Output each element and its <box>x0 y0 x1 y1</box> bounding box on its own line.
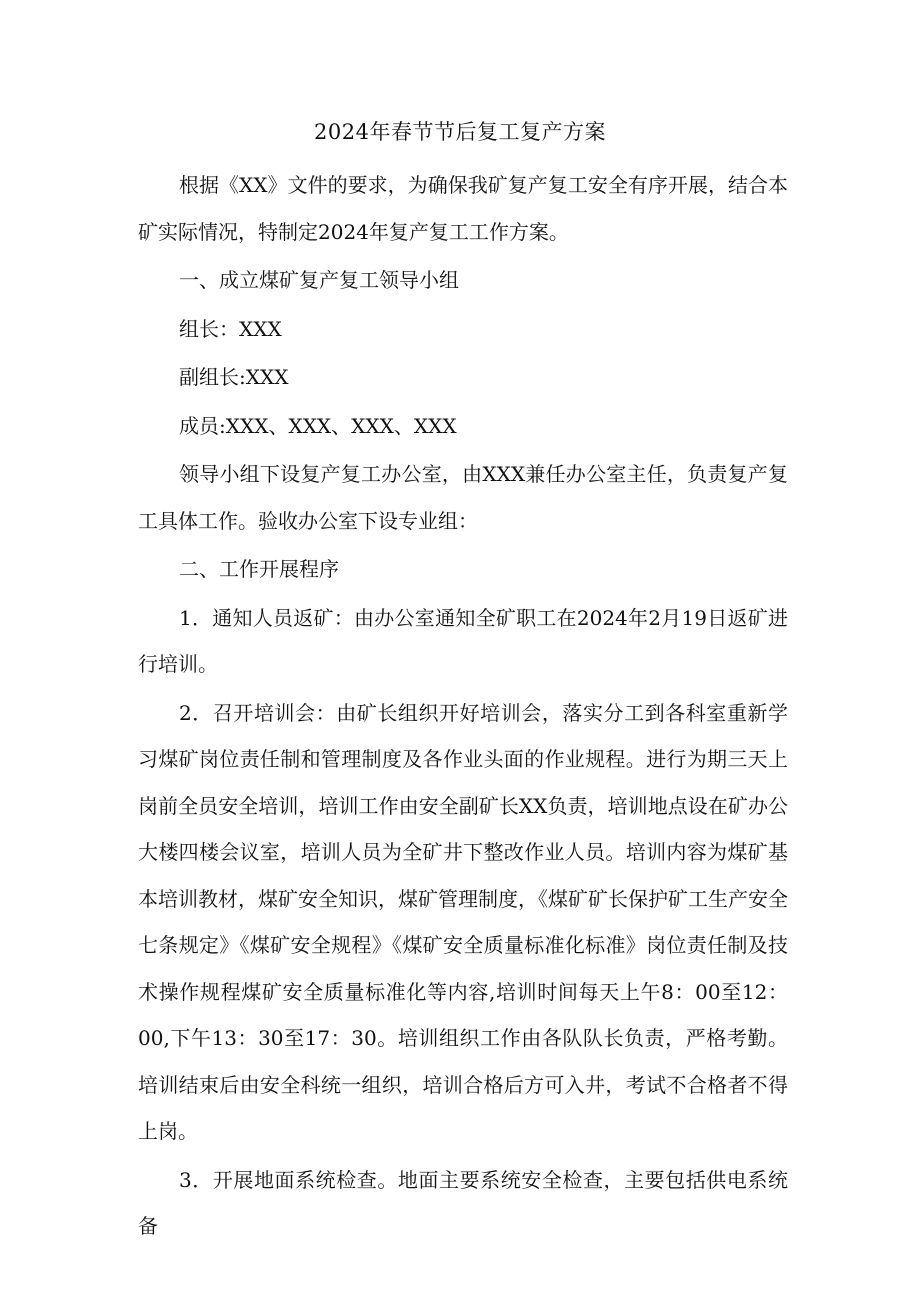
intro-paragraph: 根据《XX》文件的要求，为确保我矿复产复工安全有序开展，结合本矿实际情况，特制定2024年复产复工工作方案。 <box>138 173 788 244</box>
document-title: 2024年春节节后复工复产方案 <box>314 120 606 144</box>
step-3-paragraph: 3．开展地面系统检查。地面主要系统安全检查，主要包括供电系统备 <box>138 1167 788 1238</box>
team-leader-line: 组长：XXX <box>179 316 282 341</box>
section-heading-1: 一、成立煤矿复产复工领导小组 <box>179 268 459 292</box>
members-line: 成员:XXX、XXX、XXX、XXX <box>179 413 457 438</box>
office-paragraph: 领导小组下设复产复工办公室，由XXX兼任办公室主任，负责复产复工具体工作。验收办公室下设专业组： <box>138 462 788 533</box>
deputy-leader-line: 副组长:XXX <box>179 365 289 389</box>
document-body <box>138 162 788 1250</box>
step-1-paragraph: 1．通知人员返矿：由办公室通知全矿职工在2024年2月19日返矿进行培训。 <box>138 605 788 676</box>
section-heading-2: 二、工作开展程序 <box>179 557 339 581</box>
step-2-paragraph: 2．召开培训会：由矿长组织开好培训会，落实分工到各科室重新学习煤矿岗位责任制和管理制度及各作业头面的作业规程。进行为期三天上岗前全员安全培训，培训工作由安全副矿长XX负责，培训地点设在矿办公大楼四楼会议室，培训人员为全矿井下整改作业人员。培训内容为煤矿基本培训教材，煤矿安全知识，煤矿管理制度，《煤矿矿长保护矿工生产安全七条规定》《煤矿安全规程》《煤矿安全质量标准化标准》岗位责任制及技术操作规程煤矿安全质量标准化等内容,培训时间每天上午8：00至12：00,下午13：30至17：30。培训组织工作由各队队长负责，严格考勤。培训结束后由安全科统一组织，培训合格后方可入井，考试不合格者不得上岗。 <box>138 700 788 1143</box>
